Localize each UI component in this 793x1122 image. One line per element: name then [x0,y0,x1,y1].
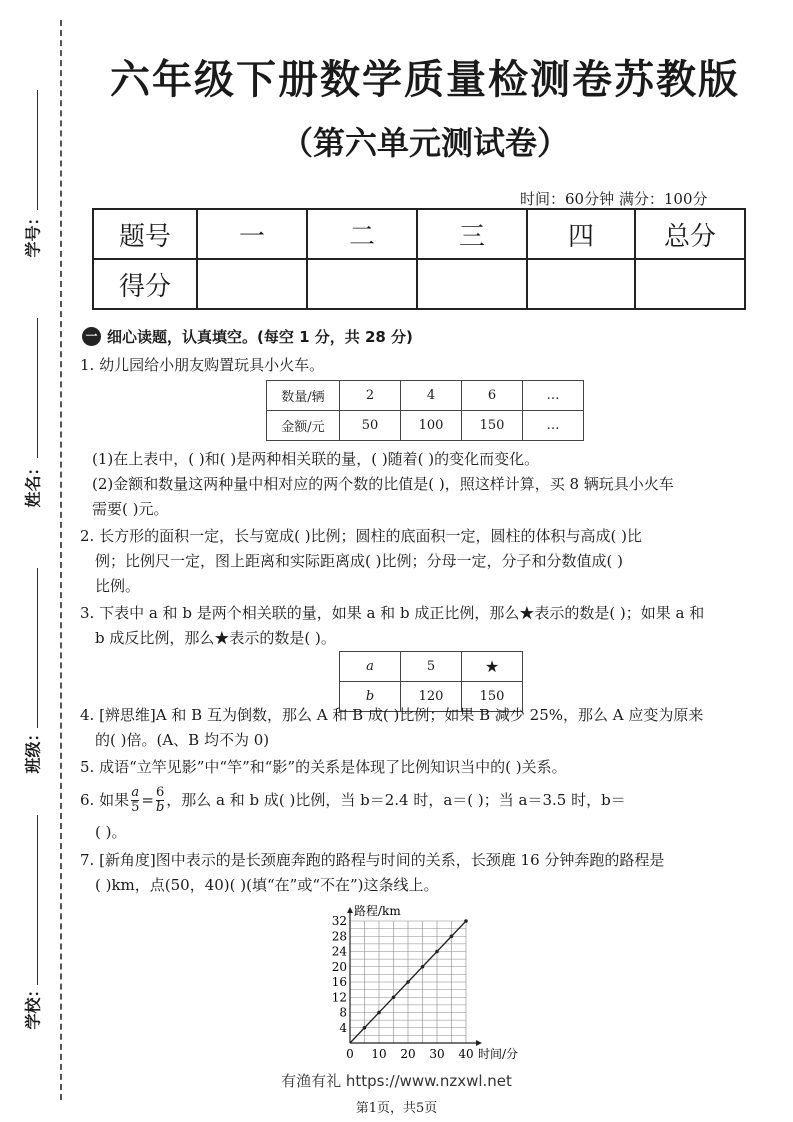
q3-table-cell: 150 [462,682,523,712]
score-header-cell: 三 [417,209,527,259]
section-title: 细心读题，认真填空。(每空 1 分，共 28 分) [107,328,413,346]
question-6-line-2: ( )。 [95,823,127,841]
y-tick-label: 12 [331,990,347,1005]
x-tick-label: 20 [400,1047,416,1061]
data-point [377,1011,381,1015]
fraction-6-over-b [156,786,164,815]
data-point [406,980,410,984]
question-2-line-2: 例；比例尺一定，图上距离和实际距离成( )比例；分母一定，分子和分数值成( ) [95,552,623,570]
class-label: 班级： [23,725,43,774]
x-axis-arrow [476,1040,482,1046]
q1-table-cell: 150 [462,411,523,441]
q3-table-cell: b [340,682,401,712]
fraction-numerator: a [131,785,140,800]
score-header-cell: 四 [527,209,635,259]
question-4-line-2: 的( )倍。(A、B 均不为 0) [95,731,270,749]
time-info: 时间：60分钟 满分：100分 [520,190,708,208]
q1-table-cell: … [523,411,584,441]
q1-table-cell: 数量/辆 [267,381,340,411]
y-axis-label: 路程/km [354,904,401,918]
question-3-line-2: b 成反比例，那么★表示的数是( )。 [95,629,336,647]
score-header-cell: 一 [197,209,307,259]
q1-table-cell: 4 [401,381,462,411]
q3-table-cell: ★ [462,652,523,682]
name-label: 姓名： [23,459,43,508]
student-id-label: 学号： [23,209,43,258]
data-point [435,950,439,954]
question-5: 5. 成语“立竿见影”中“竿”和“影”的关系是体现了比例知识当中的( )关系。 [80,758,567,776]
question-2-line-1: 2. 长方形的面积一定，长与宽成( )比例；圆柱的底面积一定，圆柱的体积与高成( )比 [80,527,643,545]
score-header-cell: 总分 [635,209,745,259]
data-point [450,934,454,938]
data-point [421,965,425,969]
y-tick-label: 28 [331,929,347,944]
watermark-url: 有渔有礼 https://www.nzxwl.net [281,1072,512,1090]
fraction-denominator: b [155,800,165,815]
q1-table-cell: 100 [401,411,462,441]
name-line [37,318,38,458]
x-axis-label: 时间/分 [478,1047,519,1061]
q3-table-cell: a [340,652,401,682]
question-2-line-3: 比例。 [95,577,141,595]
q6-prefix: 6. 如果 [80,791,130,809]
question-1-part-1: (1)在上表中，( )和( )是两种相关联的量，( )随着( )的变化而变化。 [92,450,540,468]
y-tick-label: 20 [331,959,347,974]
student-id-line [37,90,38,210]
page-subtitle: （第六单元测试卷） [280,124,569,162]
y-tick-label: 4 [339,1020,347,1035]
class-line [37,568,38,728]
page-number: 第1页，共5页 [355,1101,438,1116]
x-tick-label: 40 [458,1047,474,1061]
score-cell[interactable] [527,259,635,309]
data-point [392,995,396,999]
question-3-line-1: 3. 下表中 a 和 b 是两个相关联的量，如果 a 和 b 成正比例，那么★表示的数是( )；如果 a 和 [80,604,705,622]
q1-table-cell: … [523,381,584,411]
distance-time-chart [320,900,540,1062]
y-tick-label: 8 [339,1005,347,1020]
fraction-numerator: 6 [155,785,165,800]
score-cell[interactable] [417,259,527,309]
y-tick-label: 32 [331,914,347,928]
data-point [363,1026,367,1030]
question-4-line-1: 4. [辨思维]A 和 B 互为倒数，那么 A 和 B 成( )比例；如果 B 减少 25%，那么 A 应变为原来 [80,706,704,724]
q3-table-cell: 120 [401,682,462,712]
question-7-line-1: 7. [新角度]图中表示的是长颈鹿奔跑的路程与时间的关系，长颈鹿 16 分钟奔跑的路程是 [80,851,665,869]
fold-dashed-line [60,20,62,1100]
school-label: 学校： [23,981,43,1030]
score-cell[interactable] [197,259,307,309]
q1-table-cell: 金额/元 [267,411,340,441]
score-header-cell: 二 [307,209,417,259]
page-title: 六年级下册数学质量检测卷苏教版 [110,56,740,103]
q1-table-cell: 50 [340,411,401,441]
score-cell[interactable] [307,259,417,309]
question-7-line-2: ( )km，点(50，40)( )(填“在”或“不在”)这条线上。 [95,876,439,894]
question-1-stem: 1. 幼儿园给小朋友购置玩具小火车。 [80,356,325,374]
data-point [464,919,468,923]
q1-table [266,380,584,441]
score-table [92,208,746,310]
score-row-label: 得分 [93,259,197,309]
x-tick-label: 30 [429,1047,445,1061]
score-header-cell: 题号 [93,209,197,259]
fraction-denominator: 5 [131,800,140,815]
question-1-part-2: (2)金额和数量这两种量中相对应的两个数的比值是( )，照这样计算，买 8 辆玩具小火车 [92,475,674,493]
y-tick-label: 16 [331,975,347,989]
y-tick-label: 24 [331,944,347,959]
school-line [37,815,38,985]
question-1-part-2-cont: 需要( )元。 [92,500,169,518]
section-number-badge: 一 [82,327,101,346]
equals-sign: = [141,791,154,809]
q3-table-cell: 5 [401,652,462,682]
section-heading [82,326,413,347]
y-axis-arrow [347,907,353,913]
score-cell[interactable] [635,259,745,309]
fraction-a-over-5 [131,786,139,815]
q6-suffix: ，那么 a 和 b 成( )比例，当 b＝2.4 时，a＝( )；当 a＝3.5 时，b＝ [166,791,626,809]
x-tick-label: 0 [346,1047,354,1061]
x-tick-label: 10 [371,1047,387,1061]
q1-table-cell: 2 [340,381,401,411]
question-6-line-1 [80,786,770,815]
q1-table-cell: 6 [462,381,523,411]
